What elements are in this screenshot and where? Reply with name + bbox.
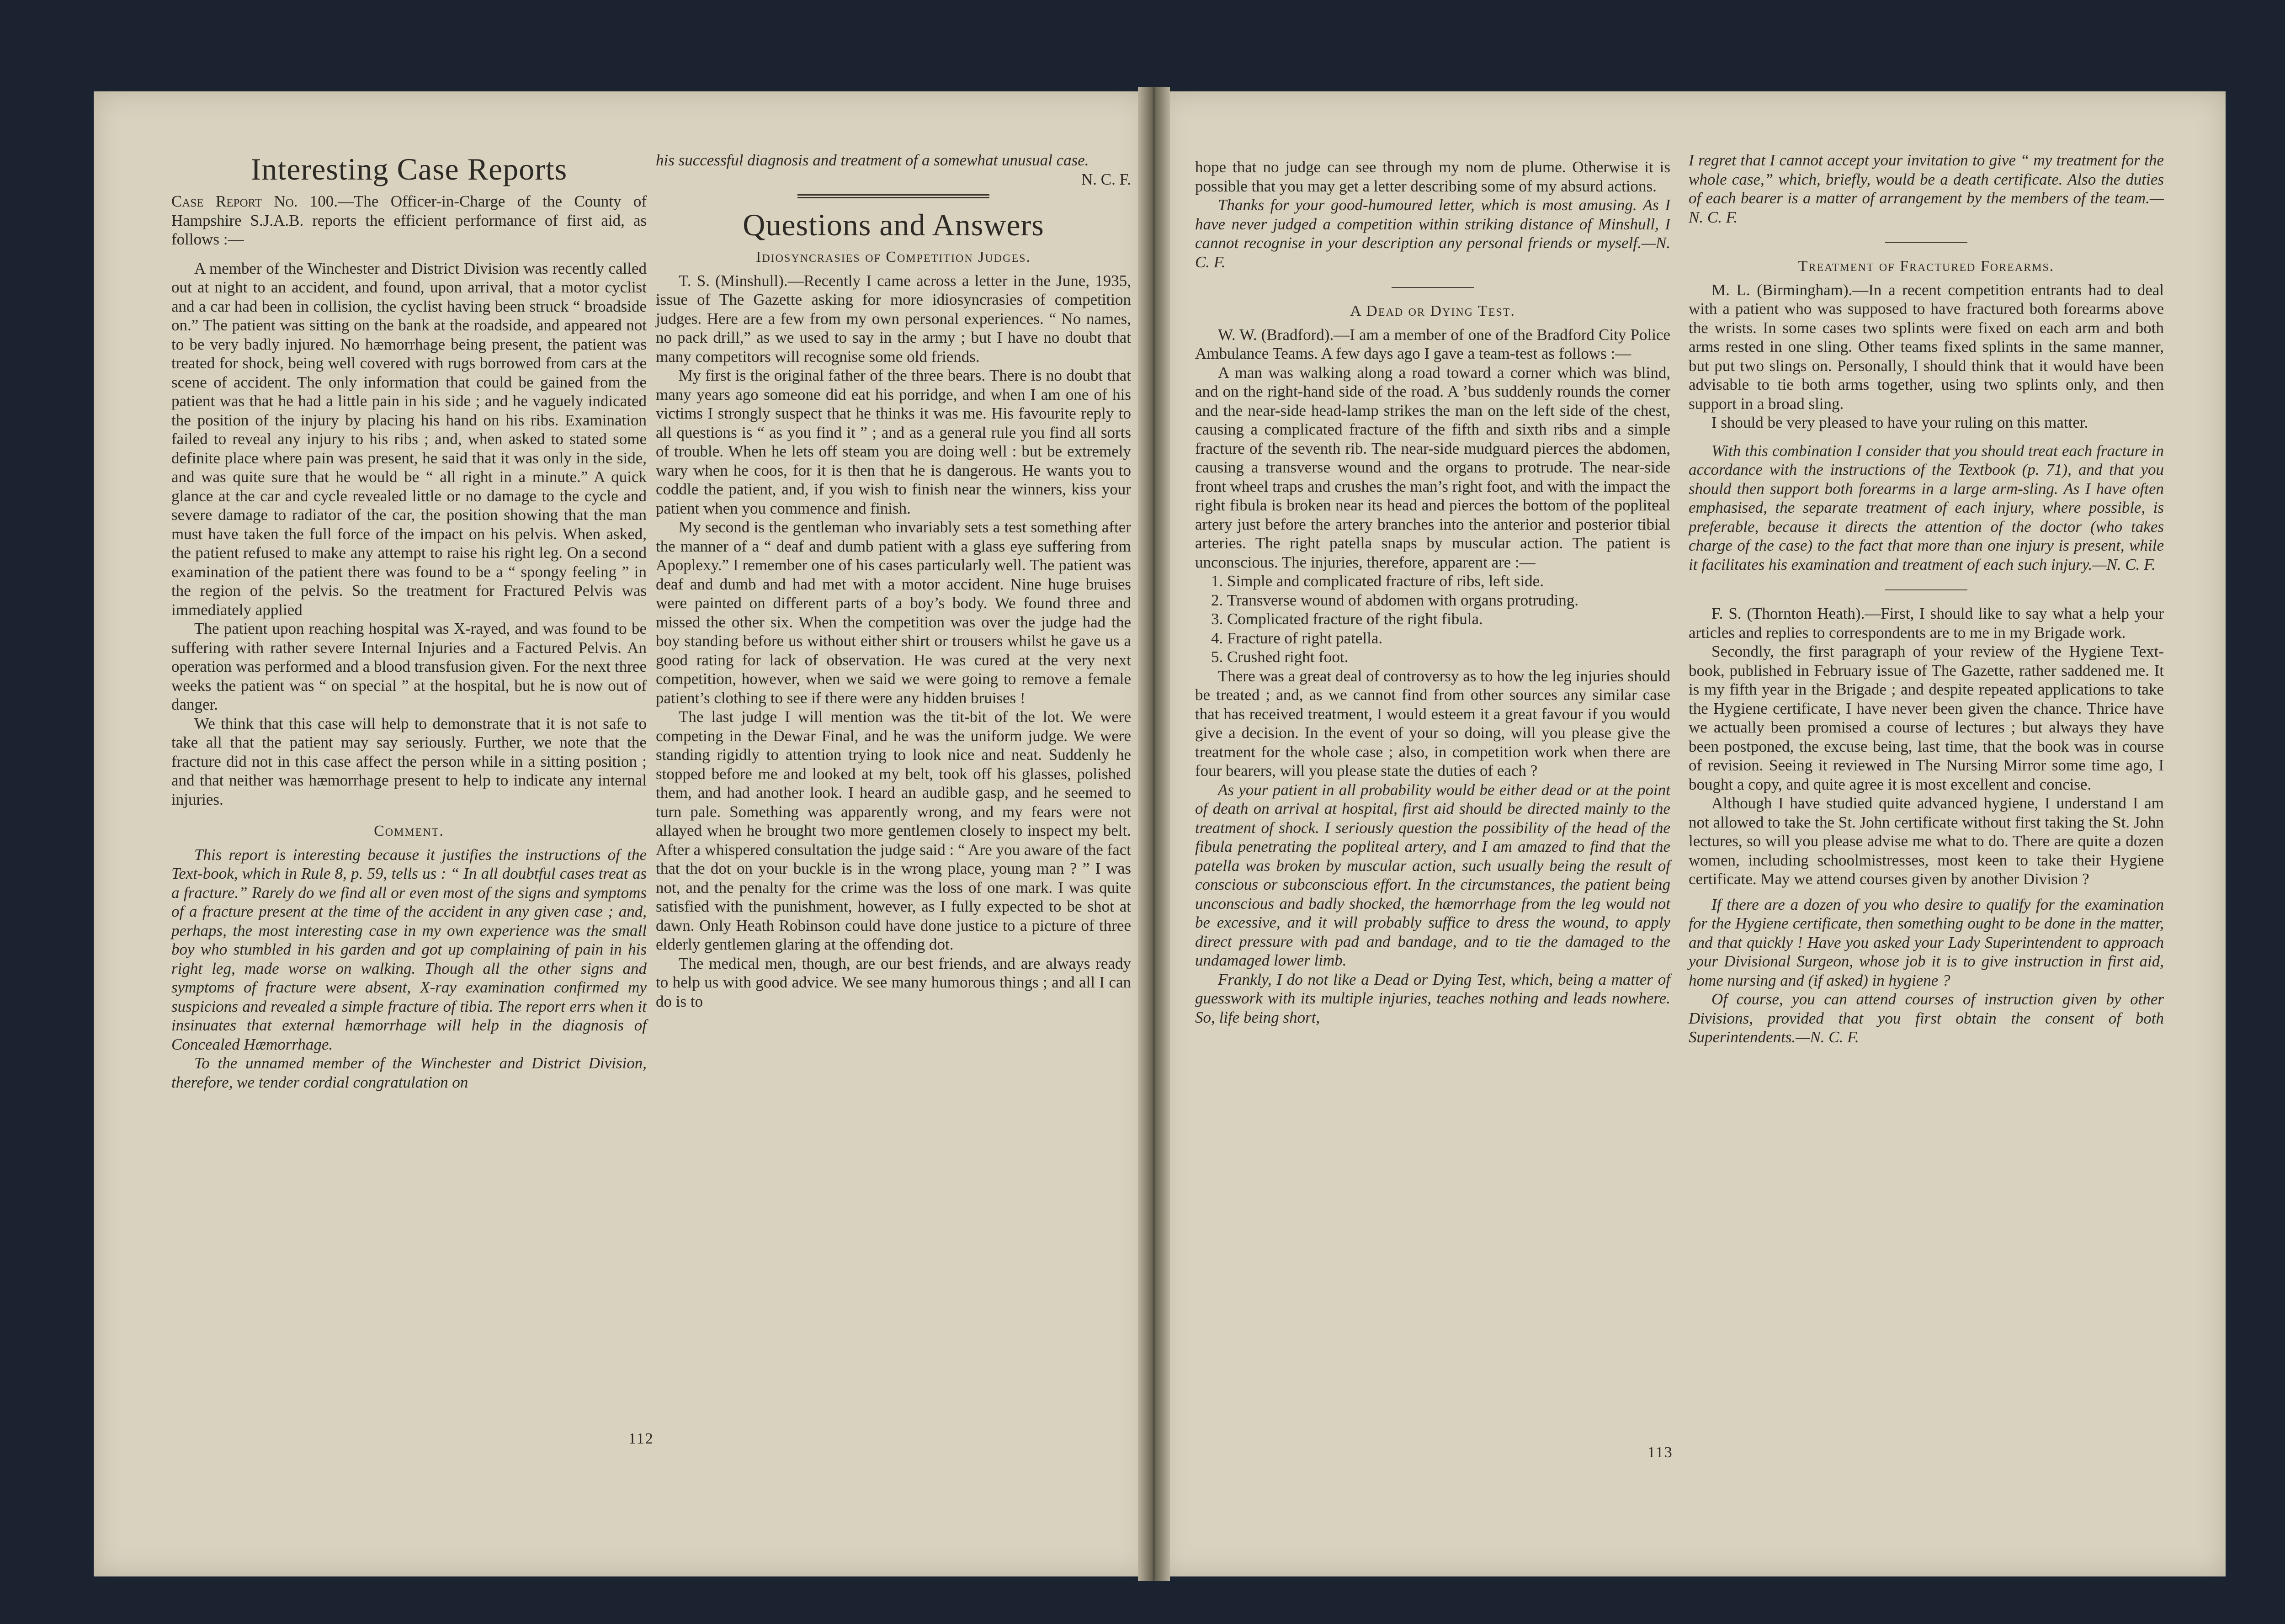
heading-questions-and-answers: Questions and Answers (743, 207, 1044, 242)
case-intro-label: Case Report No. 100. (171, 192, 338, 210)
reply-paragraph: Thanks for your good-humoured letter, which is most amusing. As I have never judged a competition within striking distance of Minshull, I cannot recognise in your description any personal friends or myself.—N. C. F. (1195, 196, 1670, 271)
reply-paragraph: Of course, you can attend courses of instruction given by other Divisions, provided that you first obtain the consent of both Superintendents.—N. C. F. (1689, 990, 2164, 1046)
qa-paragraph: M. L. (Birmingham).—In a recent competition entrants had to deal with a patient who was supposed to have fractured both forearms above the wrists. In some cases two splints were fixed on each arm and both arms rested in one sling. Other teams fixed splints in the same manner, but put two slings on. Personally, I should think that it would have been advisable to tie both arms together, using two splints only, and then support in a broad sling. (1689, 281, 2164, 413)
subhead-dead-or-dying: A Dead or Dying Test. (1350, 303, 1515, 319)
signature-row (656, 170, 1131, 189)
column-4 (1689, 151, 2164, 1047)
reply-paragraph: As your patient in all probability would be either dead or at the point of death on arrival at hospital, first aid should be directed mainly to the treatment of shock. I seriously question the possibility of the head of the fibula penetrating the popliteal artery, and I am amazed to find that the patella was broken by muscular action, such usually being the result of conscious or subconscious effort. In the circumstances, the patient being unconscious and badly shocked, the hæmorrhage from the leg would not be excessive, and it will probably suffice to dress the wound, to apply direct pressure with pad and bandage, and to tie the damaged to the undamaged lower limb. (1195, 780, 1670, 969)
reply-continuation: I regret that I cannot accept your invitation to give “ my treatment for the whole case,” which, briefly, would be a death certificate. Also the duties of each bearer is a matter of arrangement by the members of the team.—N. C. F. (1689, 151, 2164, 226)
case-paragraph: The patient upon reaching hospital was X-rayed, and was found to be suffering with rather severe Internal Injuries and a Factured Pelvis. An operation was performed and a blood transfusion given. For the next three weeks the patient was “ on special ” at the hospital, but he is now out of danger. (171, 620, 647, 713)
comment-subhead: Comment. (374, 823, 444, 839)
qa-paragraph: T. S. (Minshull).—Recently I came across a letter in the June, 1935, issue of The Gazette asking for more idiosyncrasies of competition judges. Here are a few from my own personal experiences. “ No names, no pack drill,” as we used to say in the army ; but I have no doubt that many competitors will recognise some old friends. (656, 271, 1131, 366)
qa-paragraph: Secondly, the first paragraph of your review of the Hygiene Text-book, published in February issue of The Gazette, rather saddened me. It is my fifth year in the Brigade ; and despite repeated applications to take the Hygiene certificate, I have never been given the chance. Thrice have we actually been promised a course of lectures ; but always they have been postponed, the excuse being, last time, that the book was in course of revision. Seeing it reviewed in The Nursing Mirror some time ago, I bought a copy, and quite agree it is most excellent and concise. (1689, 642, 2164, 793)
qa-paragraph: The last judge I will mention was the tit-bit of the lot. We were competing in the Dewar Final, and he was the uniform judge. We were standing rigidly to attention trying to look nice and neat. Suddenly he stopped before me and looked at my belt, took off his glasses, polished them, and had another look. I heard an audible gasp, and he seemed to turn pale. Something was apparently wrong, and my fears were not allayed when he brought two more gentlemen closely to inspect my belt. After a whispered consultation the judge said : “ Are you aware of the fact that the dot on your buckle is in the wrong place, young man ? ” I was not, and the penalty for the crime was the loss of one mark. I was quite satisfied with the punishment, however, as I fully expected to be shot at dawn. Only Heath Robinson could have done justice to a picture of three elderly gentlemen glaring at the offending dot. (656, 708, 1131, 953)
heading-interesting-case-reports: Interesting Case Reports (250, 152, 568, 186)
qa-paragraph: W. W. (Bradford).—I am a member of one of the Bradford City Police Ambulance Teams. A few days ago I gave a team-test as follows :— (1195, 325, 1670, 362)
comment-paragraph: This report is interesting because it justifies the instructions of the Text-book, which in Rule 8, p. 59, tells us : “ In all doubtful cases treat as a fracture.” Rarely do we find all or even most of the signs and symptoms of a fracture present at the time of the accident in any given case ; and, perhaps, the most interesting case in my own experience was the small boy who stumbled in his garden and got up complaining of pain in his right leg, made worse on walking. Though all the other signs and symptoms of fracture were absent, X-ray examination confirmed my suspicions and revealed a simple fracture of tibia. The report errs when it insinuates that external hæmorrhage will help in the diagnosis of Concealed Hæmorrhage. (171, 845, 647, 1053)
list-item: 5. Crushed right foot. (1227, 647, 1670, 667)
qa-paragraph: I should be very pleased to have your ruling on this matter. (1711, 414, 2088, 431)
case-intro (171, 192, 647, 249)
injury-list (1195, 572, 1670, 667)
list-item: 1. Simple and complicated fracture of ribs, left side. (1227, 572, 1670, 591)
page-number-right: 113 (1647, 1444, 1673, 1461)
list-item: 4. Fracture of right patella. (1227, 629, 1670, 648)
column-3 (1195, 158, 1670, 1027)
double-rule (797, 194, 989, 198)
qa-paragraph: Although I have studied quite advanced hygiene, I understand I am not allowed to take the St. John certificate without first taking the St. John lectures, so will you please advise me what to do. There are quite a dozen women, including schoolmistresses, most keen to take their Hygiene certificate. May we attend courses given by another Division ? (1689, 794, 2164, 888)
page-number-left: 112 (628, 1430, 654, 1447)
book-gutter (1138, 87, 1170, 1581)
subhead-idiosyncrasies: Idiosyncrasies of Competition Judges. (756, 249, 1031, 265)
reply-paragraph: With this combination I consider that you should treat each fracture in accordance with the instructions of the Textbook (p. 71), and that you should then support both forearms in a large arm-sling. As I have often emphasised, the separate treatment of each injury, where possible, is preferable, because it directs the attention of the doctor (who takes charge of the case) to the fact that more than one injury is present, while it facilitates his examination and treatment of each such injury.—N. C. F. (1689, 441, 2164, 573)
qa-paragraph: The medical men, though, are our best friends, and are always ready to help us with good advice. We see many humorous things ; and all I can do is to (656, 954, 1131, 1010)
short-rule (1392, 287, 1474, 288)
qa-paragraph: My second is the gentleman who invariably sets a test something after the manner of a “ deaf and dumb patient with a glass eye suffering from Apoplexy.” I remember one of his cases particularly well. The patient was deaf and dumb and had met with a motor accident. Nine huge bruises were painted on different parts of a boy’s body. We found three and missed the other six. When the competition was over the judge had the boy standing before us without either shirt or trousers whilst he gave us a good rating for lack of observation. He was cured at the very next competition, however, when we said we were going to remove a female patient’s clothing to see if there were any hidden bruises ! (656, 518, 1131, 707)
list-item: 3. Complicated fracture of the right fibula. (1227, 610, 1670, 629)
qa-paragraph: F. S. (Thornton Heath).—First, I should like to say what a help your articles and replies to correspondents are to me in my Brigade work. (1689, 605, 2164, 642)
subhead-fractured-forearms: Treatment of Fractured Forearms. (1798, 258, 2055, 275)
case-paragraph: A member of the Winchester and District Division was recently called out at night to an accident, and found, upon arrival, that a motor cyclist and a car had been in collision, the cyclist having been struck “ broadside on.” The patient was sitting on the bank at the roadside, and appeared not to be very badly injured. No hæmorrhage being present, the patient was treated for shock, being well covered with rugs borrowed from cars at the scene of accident. The only information that could be gained from the patient was that he had a little pain in his side ; and he vaguely indicated the position of the injury by placing his hand on his ribs. Examination failed to reveal any injury to his ribs ; and, when asked to stated some definite place where pain was present, he said that it was only in the side, and was quite sure that he would be “ all right in a minute.” A quick glance at the car and cycle revealed little or no damage to the cycle and severe damage to radiator of the car, the position showing that the man must have taken the full force of the impact on his pelvis. When asked, the patient refused to make any attempt to raise his right leg. On a second examination of the patient there was found to be a “ spongy feeling ” in the region of the pelvis. So the treatment for Fractured Pelvis was immediately applied (171, 259, 647, 619)
signature: N. C. F. (1081, 170, 1131, 188)
qa-paragraph: A man was walking along a road toward a corner which was blind, and on the right-hand side of the road. A ’bus suddenly rounds the corner and the near-side head-lamp strikes the man on the left side of the chest, causing a complicated fracture of the fifth and sixth ribs and a simple fracture of the seventh rib. The near-side mudguard pierces the abdomen, causing a transverse wound and the organs to protrude. The near-side front wheel traps and crushes the man’s right foot, and with the impact the right fibula is broken near its head and pierces the bottom of the popliteal artery just before the artery branches into the anterior and posterior tibial arteries. The right patella snaps by muscular action. The patient is unconscious. The injuries, therefore, apparent are :— (1195, 363, 1671, 571)
case-intro-text: —The Officer-in-Charge of the County of Hampshire S.J.A.B. reports the efficient performance of first aid, as follows :— (171, 192, 647, 248)
short-rule (1885, 242, 1967, 243)
qa-continuation: hope that no judge can see through my nom de plume. Otherwise it is possible that you may get a letter describing some of my absurd actions. (1195, 158, 1670, 195)
qa-paragraph: My first is the original father of the three bears. There is no doubt that many years ago someone did eat his porridge, and when I am one of his victims I strongly suspect that he thinks it was me. His favourite reply to all questions is “ as you find it ” ; and as a general rule you find all sorts of trouble. When he lets off steam you are doing well : but be extremely wary when he coos, for it is then that he is dangerous. He wants you to coddle the patient, and, if you wish to finish near the winners, kiss your patient when you commence and finish. (656, 366, 1131, 517)
reply-paragraph: Frankly, I do not like a Dead or Dying Test, which, being a matter of guesswork with its multiple injuries, teaches nothing and leads nowhere. So, life being short, (1195, 970, 1670, 1026)
column-2 (656, 151, 1131, 1011)
column-1 (171, 151, 647, 1092)
comment-continuation: his successful diagnosis and treatment of a somewhat unusual case. (656, 151, 1089, 169)
short-rule (1885, 589, 1967, 590)
case-paragraph: We think that this case will help to demonstrate that it is not safe to take all that the patient may say seriously. Further, we note that the fracture did not in this case affect the person while in a sitting position ; and that neither was hæmorrhage present to help to indicate any internal injuries. (171, 714, 647, 808)
comment-paragraph: To the unnamed member of the Winchester and District Division, therefore, we tender cordial congratulation on (171, 1054, 647, 1091)
qa-paragraph: There was a great deal of controversy as to how the leg injuries should be treated ; and, as we cannot find from other sources any similar case that has received treatment, I would esteem it a great favour if you would give a decision. In the event of your so doing, will you please give the treatment for the whole case ; also, in competition work when there are four bearers, will you please state the duties of each ? (1195, 667, 1670, 780)
reply-paragraph: If there are a dozen of you who desire to qualify for the examination for the Hygiene certificate, then something ought to be done in the matter, and that quickly ! Have you asked your Lady Superintendent to approach your Divisional Surgeon, whose job it is to give instruction in first aid, home nursing and (if asked) in hygiene ? (1689, 895, 2164, 989)
list-item: 2. Transverse wound of abdomen with organs protruding. (1227, 591, 1670, 610)
